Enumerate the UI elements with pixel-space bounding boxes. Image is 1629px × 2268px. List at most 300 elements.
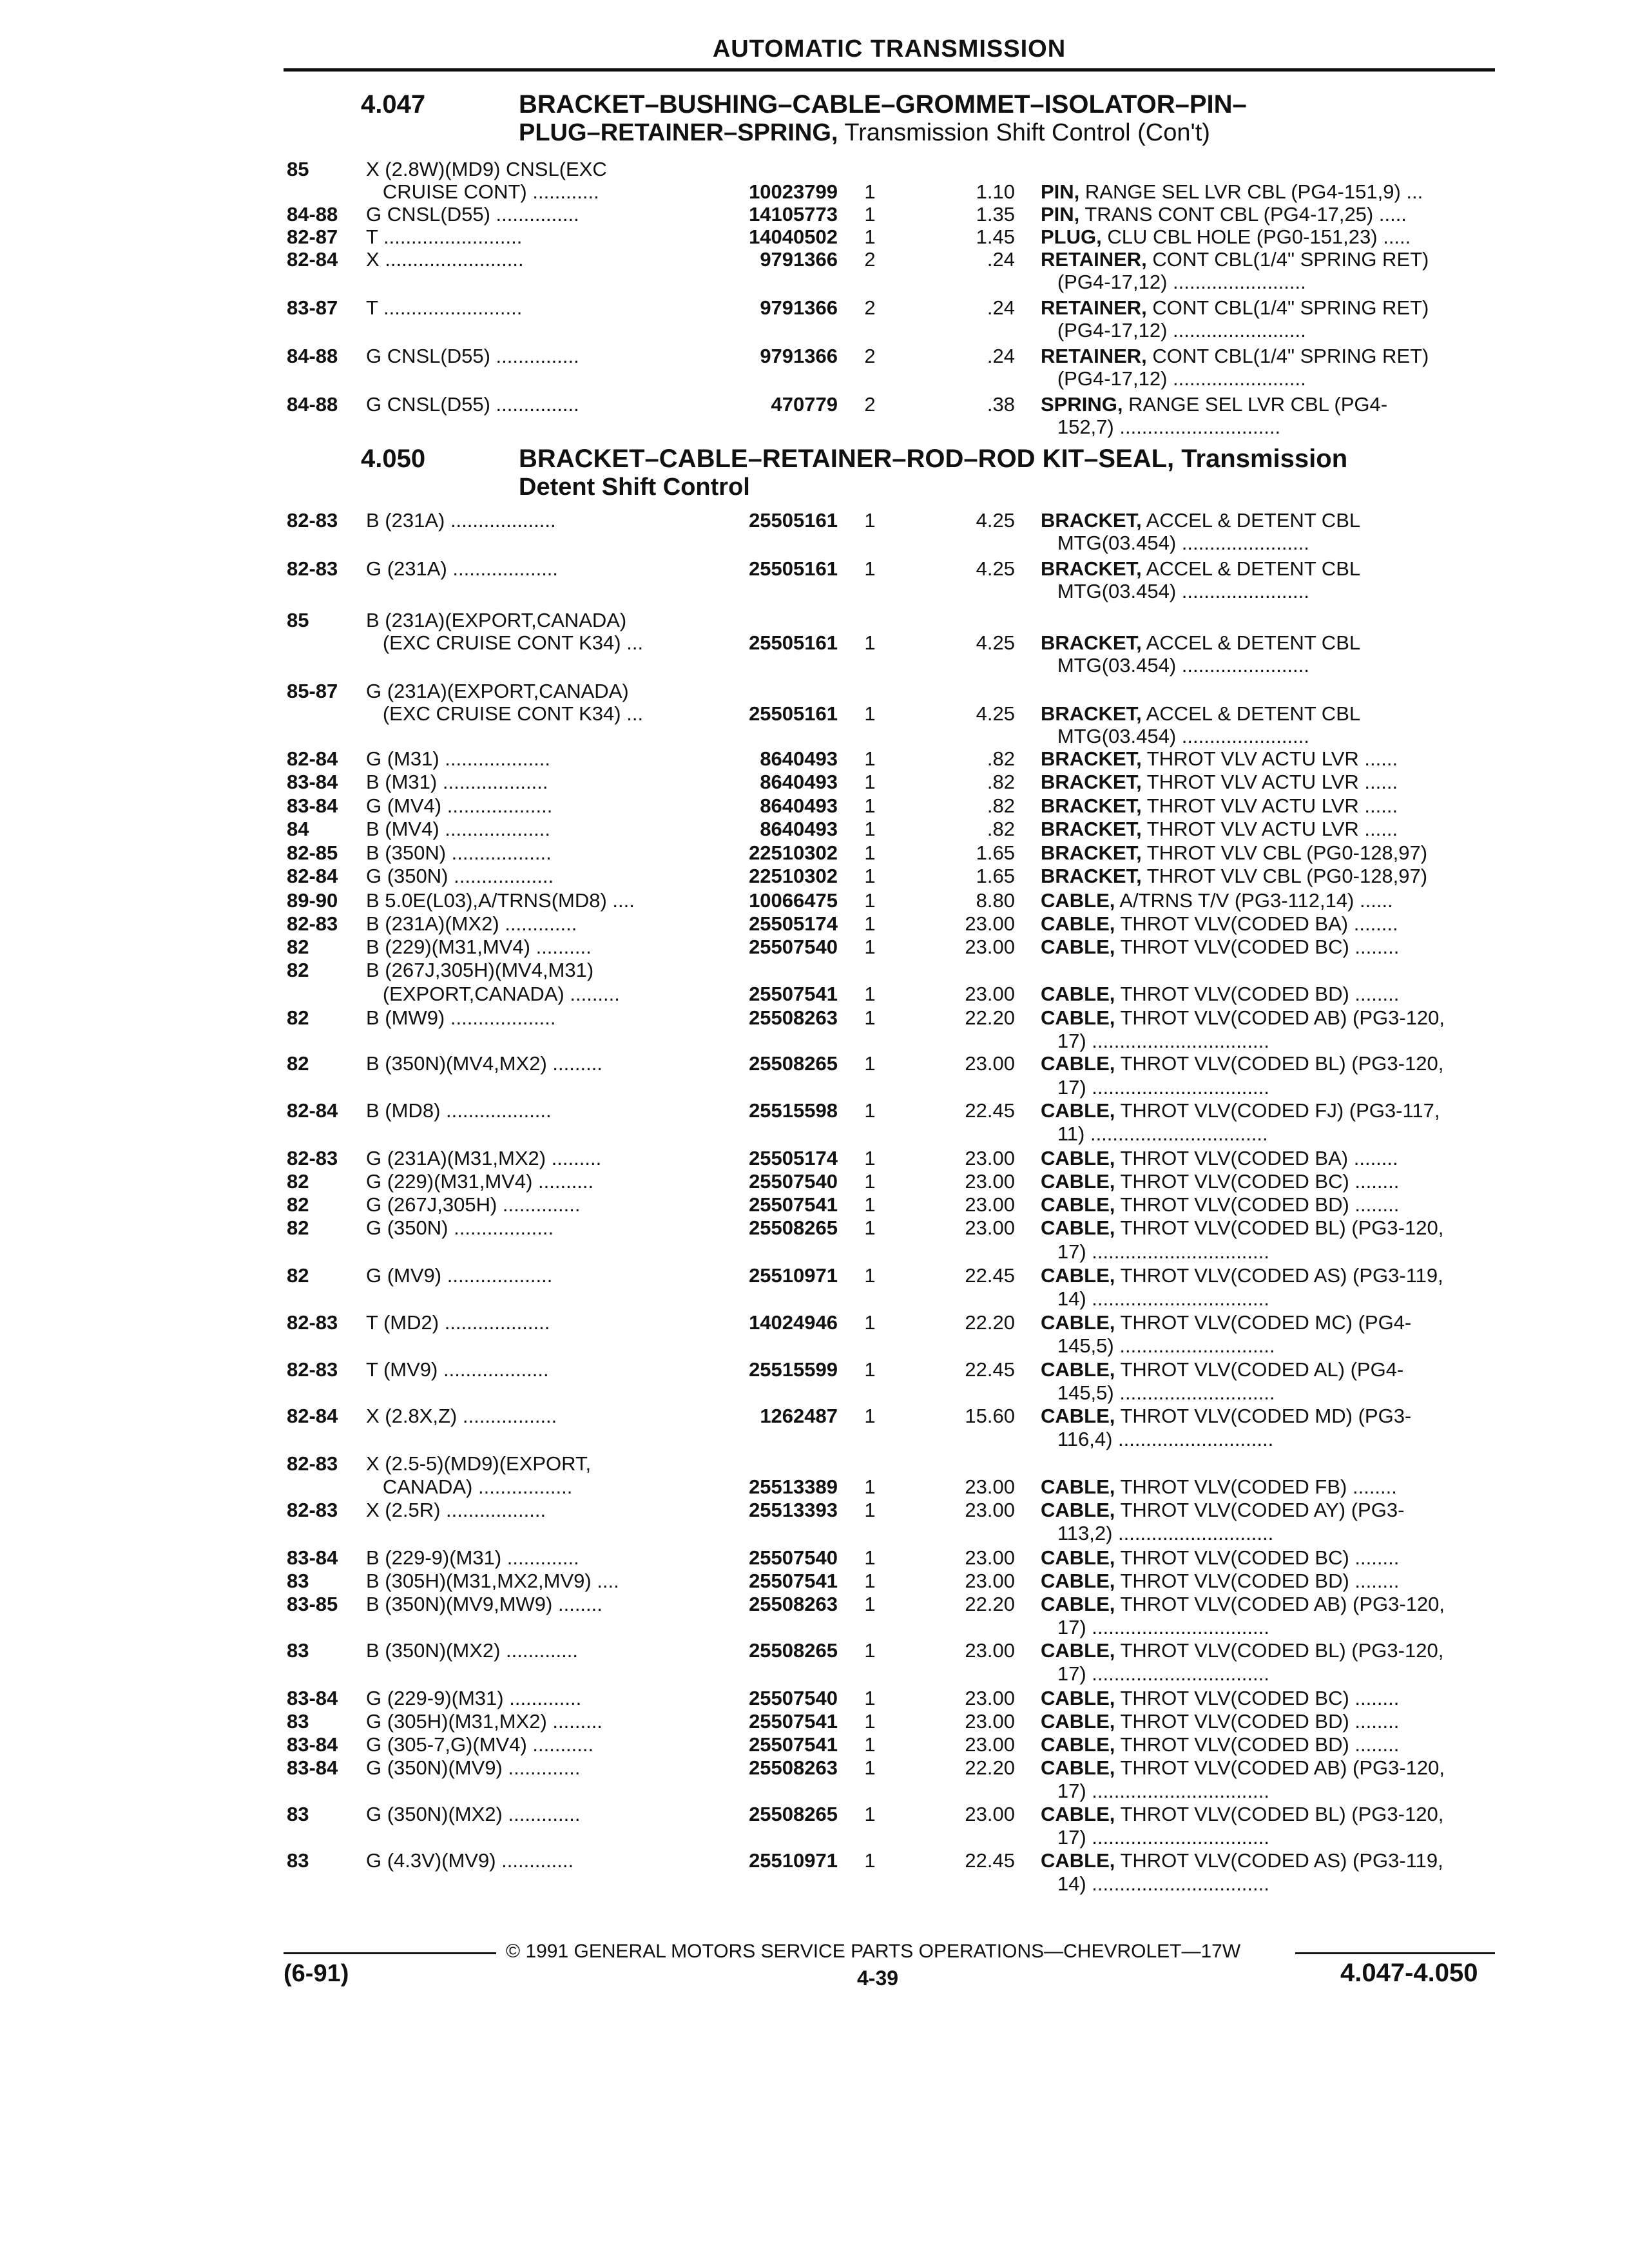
part-keyword: RETAINER, <box>1041 248 1147 271</box>
part-number: 25507540 <box>749 1170 838 1193</box>
part-detail: THROT VLV CBL (PG0-128,97) <box>1141 841 1428 864</box>
year: 83-84 <box>287 1733 338 1756</box>
year: 82-84 <box>287 865 338 887</box>
price: 1.65 <box>976 841 1015 864</box>
description: G CNSL(D55) ............... <box>366 203 579 226</box>
price: .24 <box>987 296 1015 319</box>
description: B (MW9) ................... <box>366 1006 556 1029</box>
part-detail: THROT VLV(CODED BL) (PG3-120, <box>1115 1216 1444 1239</box>
price: 23.00 <box>965 1639 1015 1662</box>
year: 82 <box>287 1006 309 1029</box>
quantity: 1 <box>864 1052 876 1075</box>
part-number: 1262487 <box>760 1405 838 1427</box>
part-keyword: CABLE, <box>1041 1405 1115 1427</box>
description: T (MD2) ................... <box>366 1311 550 1334</box>
part-description <box>1041 983 1505 1006</box>
section-title-line2: Detent Shift Control <box>519 474 750 501</box>
part-description <box>1041 1122 1505 1146</box>
section-title-line1-rest: Transmission <box>1174 445 1348 473</box>
quantity: 1 <box>864 1311 876 1334</box>
part-detail: THROT VLV(CODED BD) ........ <box>1115 1570 1400 1592</box>
quantity: 1 <box>864 1546 876 1569</box>
year: 82-85 <box>287 841 338 864</box>
part-keyword: BRACKET, <box>1041 771 1142 793</box>
part-detail: MTG(03.454) ....................... <box>1041 654 1309 677</box>
quantity: 1 <box>864 1499 876 1521</box>
price: 22.20 <box>965 1311 1015 1334</box>
year: 82-84 <box>287 1099 338 1122</box>
part-number: 9791366 <box>760 345 838 367</box>
description: G (MV9) ................... <box>366 1264 553 1287</box>
description: G (305-7,G)(MV4) ........... <box>366 1733 594 1756</box>
quantity: 1 <box>864 865 876 887</box>
year: 83 <box>287 1639 309 1662</box>
part-detail: THROT VLV(CODED BA) ........ <box>1115 1147 1398 1169</box>
part-number: 8640493 <box>760 747 838 770</box>
description: (EXC CRUISE CONT K34) ... <box>366 631 644 654</box>
description: G (4.3V)(MV9) ............. <box>366 1849 574 1872</box>
quantity: 1 <box>864 841 876 864</box>
part-description <box>1041 1264 1505 1287</box>
description: G (229)(M31,MV4) .......... <box>366 1170 594 1193</box>
quantity: 1 <box>864 747 876 770</box>
quantity: 1 <box>864 1849 876 1872</box>
part-keyword: BRACKET, <box>1041 794 1142 817</box>
price: 23.00 <box>965 1193 1015 1216</box>
year: 83-84 <box>287 1756 338 1779</box>
part-number: 25507541 <box>749 1570 838 1592</box>
part-description <box>1041 794 1505 818</box>
part-description <box>1041 912 1505 936</box>
part-number: 25505161 <box>749 557 838 580</box>
part-number: 470779 <box>771 393 838 416</box>
part-number: 25513393 <box>749 1499 838 1521</box>
part-number: 25507541 <box>749 1193 838 1216</box>
part-description <box>1041 367 1505 390</box>
part-number: 25510971 <box>749 1264 838 1287</box>
description: B (231A) ................... <box>366 509 556 532</box>
year: 82-87 <box>287 226 338 248</box>
part-detail: THROT VLV ACTU LVR ...... <box>1141 818 1398 840</box>
price: 4.25 <box>976 702 1015 725</box>
quantity: 1 <box>864 1593 876 1615</box>
description: G (231A) ................... <box>366 557 559 580</box>
part-description <box>1041 1710 1505 1733</box>
part-keyword: CABLE, <box>1041 1193 1115 1216</box>
part-number: 25508263 <box>749 1006 838 1029</box>
part-description <box>1041 1358 1505 1381</box>
part-number: 25505161 <box>749 631 838 654</box>
description: T ......................... <box>366 226 523 248</box>
part-number: 25505174 <box>749 912 838 935</box>
part-description <box>1041 296 1505 320</box>
part-description <box>1041 393 1505 416</box>
part-detail: (PG4-17,12) ........................ <box>1041 367 1306 390</box>
part-keyword: CABLE, <box>1041 1052 1115 1075</box>
price: 23.00 <box>965 983 1015 1005</box>
part-description <box>1041 747 1505 771</box>
year: 82 <box>287 1052 309 1075</box>
year: 82-84 <box>287 248 338 271</box>
year: 85 <box>287 609 309 631</box>
year: 84-88 <box>287 393 338 416</box>
part-detail: ACCEL & DETENT CBL <box>1141 631 1361 654</box>
part-detail: A/TRNS T/V (PG3-112,14) ...... <box>1115 889 1393 912</box>
part-description <box>1041 1076 1505 1099</box>
part-number: 14105773 <box>749 203 838 226</box>
part-detail: THROT VLV CBL (PG0-128,97) <box>1141 865 1428 887</box>
price: 23.00 <box>965 1733 1015 1756</box>
quantity: 1 <box>864 1710 876 1733</box>
year: 85 <box>287 158 309 180</box>
section-number: 4.050 <box>361 445 426 473</box>
description: B (350N)(MV4,MX2) ......... <box>366 1052 602 1075</box>
year: 83-87 <box>287 296 338 319</box>
part-keyword: CABLE, <box>1041 1006 1115 1029</box>
part-detail: THROT VLV(CODED BC) ........ <box>1115 1170 1400 1193</box>
year: 82 <box>287 936 309 958</box>
part-detail: 17) ................................ <box>1041 1240 1269 1263</box>
price: 4.25 <box>976 509 1015 532</box>
part-description <box>1041 1639 1505 1662</box>
part-description <box>1041 1287 1505 1311</box>
part-keyword: CABLE, <box>1041 1311 1115 1334</box>
part-detail: TRANS CONT CBL (PG4-17,25) ..... <box>1079 203 1407 226</box>
part-description <box>1041 1381 1505 1405</box>
part-detail: THROT VLV(CODED BD) ........ <box>1115 1710 1400 1733</box>
description: X (2.5R) .................. <box>366 1499 546 1521</box>
part-keyword: BRACKET, <box>1041 702 1142 725</box>
part-detail: CONT CBL(1/4" SPRING RET) <box>1146 248 1429 271</box>
part-detail: THROT VLV ACTU LVR ...... <box>1141 771 1398 793</box>
part-description <box>1041 1826 1505 1849</box>
part-description <box>1041 1170 1505 1193</box>
part-description <box>1041 1006 1505 1030</box>
section-title-line1 <box>519 445 1524 473</box>
price: 23.00 <box>965 1803 1015 1825</box>
part-number: 8640493 <box>760 771 838 793</box>
part-description <box>1041 1616 1505 1639</box>
part-description <box>1041 345 1505 368</box>
part-number: 25515599 <box>749 1358 838 1381</box>
quantity: 1 <box>864 1733 876 1756</box>
part-detail: 11) ................................ <box>1041 1122 1268 1145</box>
part-keyword: CABLE, <box>1041 1593 1115 1615</box>
part-detail: THROT VLV ACTU LVR ...... <box>1141 747 1398 770</box>
price: 23.00 <box>965 1499 1015 1521</box>
quantity: 1 <box>864 1639 876 1662</box>
part-detail: ACCEL & DETENT CBL <box>1141 557 1361 580</box>
part-keyword: CABLE, <box>1041 1733 1115 1756</box>
part-number: 25510971 <box>749 1849 838 1872</box>
price: .82 <box>987 771 1015 793</box>
description: B (229-9)(M31) ............. <box>366 1546 579 1569</box>
part-number: 25508265 <box>749 1052 838 1075</box>
part-detail: THROT VLV(CODED BD) ........ <box>1115 1733 1400 1756</box>
quantity: 1 <box>864 631 876 654</box>
part-number: 25507540 <box>749 1687 838 1709</box>
part-number: 25505174 <box>749 1147 838 1169</box>
price: 23.00 <box>965 1147 1015 1169</box>
part-description <box>1041 1334 1505 1358</box>
section-title <box>519 445 1524 501</box>
part-detail: 14) ................................ <box>1041 1287 1269 1310</box>
part-number: 22510302 <box>749 865 838 887</box>
price: 23.00 <box>965 1546 1015 1569</box>
part-description <box>1041 1849 1505 1872</box>
year: 83-84 <box>287 771 338 793</box>
part-description <box>1041 271 1505 294</box>
part-keyword: CABLE, <box>1041 1849 1115 1872</box>
part-detail: 145,5) ............................ <box>1041 1381 1275 1404</box>
description: B (MV4) ................... <box>366 818 550 840</box>
description: B (350N)(MV9,MW9) ........ <box>366 1593 602 1615</box>
part-detail: 17) ................................ <box>1041 1780 1269 1802</box>
section-title-line2 <box>519 119 1524 147</box>
quantity: 1 <box>864 794 876 817</box>
year: 82-84 <box>287 1405 338 1427</box>
part-number: 9791366 <box>760 296 838 319</box>
part-description <box>1041 771 1505 794</box>
part-detail: 17) ................................ <box>1041 1076 1269 1099</box>
part-detail: ACCEL & DETENT CBL <box>1141 702 1361 725</box>
quantity: 1 <box>864 226 876 248</box>
part-description <box>1041 1428 1505 1451</box>
price: 22.20 <box>965 1756 1015 1779</box>
part-detail: THROT VLV(CODED AB) (PG3-120, <box>1115 1756 1445 1779</box>
part-keyword: CABLE, <box>1041 983 1115 1005</box>
quantity: 1 <box>864 1099 876 1122</box>
part-description <box>1041 1475 1505 1499</box>
part-keyword: CABLE, <box>1041 1170 1115 1193</box>
year: 82 <box>287 959 309 981</box>
part-keyword: CABLE, <box>1041 1358 1115 1381</box>
footer-rule-right <box>1295 1952 1495 1954</box>
part-detail: THROT VLV(CODED BC) ........ <box>1115 1687 1400 1709</box>
part-keyword: CABLE, <box>1041 1475 1115 1498</box>
part-description <box>1041 1240 1505 1264</box>
part-keyword: CABLE, <box>1041 1710 1115 1733</box>
part-number: 10066475 <box>749 889 838 912</box>
part-description <box>1041 889 1505 912</box>
part-keyword: CABLE, <box>1041 1546 1115 1569</box>
part-description <box>1041 1193 1505 1216</box>
part-detail: 17) ................................ <box>1041 1826 1269 1849</box>
description: G (350N) .................. <box>366 1216 554 1239</box>
part-detail: THROT VLV(CODED BD) ........ <box>1115 983 1400 1005</box>
quantity: 1 <box>864 1006 876 1029</box>
quantity: 1 <box>864 1193 876 1216</box>
part-number: 25507541 <box>749 1710 838 1733</box>
part-keyword: CABLE, <box>1041 912 1115 935</box>
quantity: 1 <box>864 936 876 958</box>
part-keyword: BRACKET, <box>1041 865 1142 887</box>
quantity: 1 <box>864 1475 876 1498</box>
part-description <box>1041 203 1505 226</box>
description: T ......................... <box>366 296 523 319</box>
part-detail: THROT VLV(CODED FB) ........ <box>1115 1475 1397 1498</box>
description: G (350N)(MX2) ............. <box>366 1803 581 1825</box>
description: G (229-9)(M31) ............. <box>366 1687 582 1709</box>
part-description <box>1041 1803 1505 1826</box>
price: 23.00 <box>965 1216 1015 1239</box>
part-keyword: CABLE, <box>1041 1264 1115 1287</box>
description: B (229)(M31,MV4) .......... <box>366 936 592 958</box>
part-detail: THROT VLV(CODED BD) ........ <box>1115 1193 1400 1216</box>
year: 83-84 <box>287 1687 338 1709</box>
quantity: 1 <box>864 203 876 226</box>
part-keyword: CABLE, <box>1041 1687 1115 1709</box>
part-description <box>1041 1687 1505 1710</box>
description: G (350N) .................. <box>366 865 554 887</box>
price: 22.45 <box>965 1358 1015 1381</box>
part-number: 25508265 <box>749 1216 838 1239</box>
year: 82-83 <box>287 1311 338 1334</box>
quantity: 1 <box>864 509 876 532</box>
part-description <box>1041 1216 1505 1240</box>
part-description <box>1041 557 1505 581</box>
part-detail: MTG(03.454) ....................... <box>1041 532 1309 554</box>
price: 22.45 <box>965 1099 1015 1122</box>
part-number: 10023799 <box>749 180 838 203</box>
section-title-line2-rest: Transmission Shift Control (Con't) <box>838 119 1210 146</box>
year: 84-88 <box>287 345 338 367</box>
price: .82 <box>987 747 1015 770</box>
description: B (M31) ................... <box>366 771 548 793</box>
part-detail: MTG(03.454) ....................... <box>1041 725 1309 747</box>
part-number: 25507540 <box>749 1546 838 1569</box>
part-description <box>1041 1522 1505 1545</box>
part-keyword: CABLE, <box>1041 1099 1115 1122</box>
part-keyword: PIN, <box>1041 203 1080 226</box>
part-detail: 152,7) ............................. <box>1041 416 1281 438</box>
year: 85-87 <box>287 680 338 702</box>
quantity: 1 <box>864 818 876 840</box>
part-keyword: BRACKET, <box>1041 631 1142 654</box>
part-detail: THROT VLV(CODED AB) (PG3-120, <box>1115 1593 1445 1615</box>
part-description <box>1041 416 1505 439</box>
year: 82 <box>287 1193 309 1216</box>
price: 1.65 <box>976 865 1015 887</box>
part-description <box>1041 725 1505 748</box>
part-detail: MTG(03.454) ....................... <box>1041 580 1309 602</box>
page-header: AUTOMATIC TRANSMISSION <box>712 35 1066 62</box>
part-detail: CLU CBL HOLE (PG0-151,23) ..... <box>1101 226 1411 248</box>
part-description <box>1041 841 1505 865</box>
year: 82-83 <box>287 1499 338 1521</box>
year: 82 <box>287 1216 309 1239</box>
quantity: 1 <box>864 1216 876 1239</box>
price: 23.00 <box>965 912 1015 935</box>
year: 82-84 <box>287 747 338 770</box>
part-detail: THROT VLV(CODED BL) (PG3-120, <box>1115 1052 1444 1075</box>
part-description <box>1041 248 1505 271</box>
part-number: 25508263 <box>749 1756 838 1779</box>
quantity: 1 <box>864 1405 876 1427</box>
part-detail: THROT VLV(CODED AL) (PG4- <box>1115 1358 1404 1381</box>
description: X (2.5-5)(MD9)(EXPORT, <box>366 1452 592 1475</box>
price: .24 <box>987 248 1015 271</box>
part-keyword: CABLE, <box>1041 1803 1115 1825</box>
part-detail: CONT CBL(1/4" SPRING RET) <box>1146 296 1429 319</box>
part-detail: THROT VLV(CODED MD) (PG3- <box>1115 1405 1412 1427</box>
part-number: 25513389 <box>749 1475 838 1498</box>
year: 82-83 <box>287 1452 338 1475</box>
section-title-line1: BRACKET–BUSHING–CABLE–GROMMET–ISOLATOR–PIN– <box>519 90 1247 119</box>
section-number: 4.047 <box>361 90 426 119</box>
year: 82-83 <box>287 557 338 580</box>
part-detail: THROT VLV(CODED BC) ........ <box>1115 1546 1400 1569</box>
part-detail: 17) ................................ <box>1041 1662 1269 1685</box>
description: B (305H)(M31,MX2,MV9) .... <box>366 1570 619 1592</box>
part-description <box>1041 1499 1505 1522</box>
part-keyword: CABLE, <box>1041 1216 1115 1239</box>
year: 82-83 <box>287 509 338 532</box>
section-range: 4.047-4.050 <box>1340 1959 1478 1987</box>
part-detail: THROT VLV(CODED AS) (PG3-119, <box>1115 1849 1443 1872</box>
year: 82-83 <box>287 1147 338 1169</box>
part-description <box>1041 1756 1505 1780</box>
part-description <box>1041 1570 1505 1593</box>
part-description <box>1041 865 1505 888</box>
part-keyword: SPRING, <box>1041 393 1123 416</box>
description: G (231A)(M31,MX2) ......... <box>366 1147 602 1169</box>
part-number: 25508265 <box>749 1639 838 1662</box>
part-description <box>1041 936 1505 959</box>
description: B (350N)(MX2) ............. <box>366 1639 579 1662</box>
part-detail: 14) ................................ <box>1041 1872 1269 1895</box>
description: B (350N) .................. <box>366 841 552 864</box>
part-keyword: BRACKET, <box>1041 818 1142 840</box>
description: T (MV9) ................... <box>366 1358 549 1381</box>
part-description <box>1041 532 1505 555</box>
description: CRUISE CONT) ............ <box>366 180 599 203</box>
year: 89-90 <box>287 889 338 912</box>
part-keyword: CABLE, <box>1041 1147 1115 1169</box>
part-description <box>1041 654 1505 677</box>
year: 82 <box>287 1170 309 1193</box>
description: X (2.8W)(MD9) CNSL(EXC <box>366 158 607 180</box>
year: 83-84 <box>287 1546 338 1569</box>
quantity: 1 <box>864 983 876 1005</box>
part-keyword: CABLE, <box>1041 1639 1115 1662</box>
year: 82-83 <box>287 1358 338 1381</box>
price: 4.25 <box>976 557 1015 580</box>
section-title <box>519 90 1524 147</box>
part-description <box>1041 509 1505 532</box>
year: 83 <box>287 1710 309 1733</box>
price: 23.00 <box>965 1687 1015 1709</box>
price: 1.45 <box>976 226 1015 248</box>
part-detail: THROT VLV(CODED FJ) (PG3-117, <box>1115 1099 1440 1122</box>
part-number: 14024946 <box>749 1311 838 1334</box>
part-keyword: CABLE, <box>1041 936 1115 958</box>
part-number: 25508265 <box>749 1803 838 1825</box>
part-number: 25505161 <box>749 702 838 725</box>
part-detail: THROT VLV(CODED BA) ........ <box>1115 912 1398 935</box>
quantity: 1 <box>864 1570 876 1592</box>
part-detail: 113,2) ............................ <box>1041 1522 1274 1544</box>
part-keyword: CABLE, <box>1041 1499 1115 1521</box>
part-number: 25507541 <box>749 983 838 1005</box>
description: B (MD8) ................... <box>366 1099 552 1122</box>
part-description <box>1041 319 1505 342</box>
price: .24 <box>987 345 1015 367</box>
description: G (M31) ................... <box>366 747 550 770</box>
quantity: 1 <box>864 1170 876 1193</box>
price: .38 <box>987 393 1015 416</box>
part-description <box>1041 1147 1505 1170</box>
